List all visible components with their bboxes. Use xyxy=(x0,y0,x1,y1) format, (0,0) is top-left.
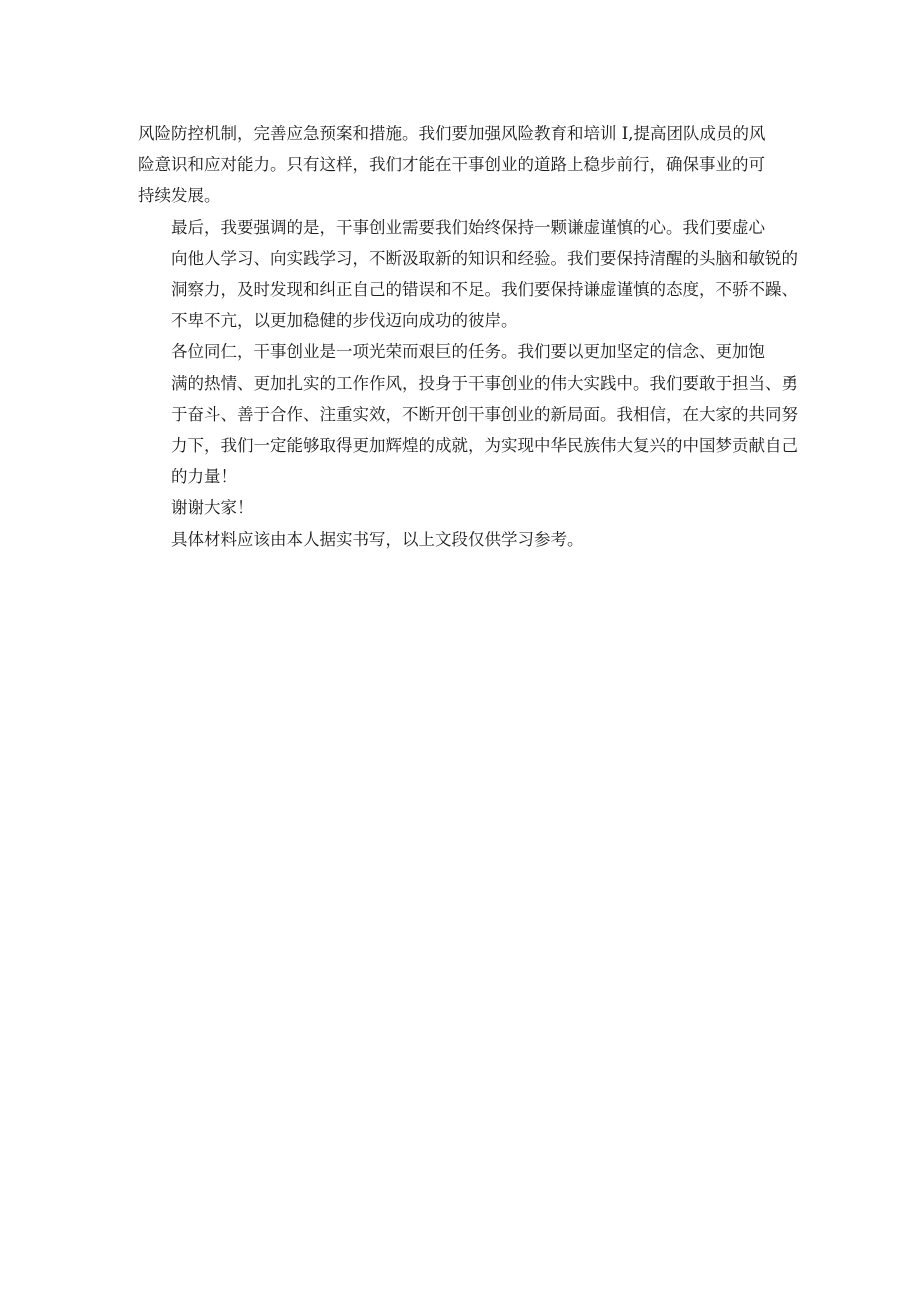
paragraph-disclaimer xyxy=(138,524,788,555)
paragraph-risk-control xyxy=(138,118,788,212)
text-line: 向他人学习、向实践学习，不断汲取新的知识和经验。我们要保持清醒的头脑和敏锐的 xyxy=(171,248,798,268)
text-line: 风险防控机制，完善应急预案和措施。我们要加强风险教育和培训 I,提高团队成员的风 xyxy=(138,124,766,143)
paragraph-thanks xyxy=(138,492,788,523)
text-line: 各位同仁，干事创业是一项光荣而艰巨的任务。我们要以更加坚定的信念、更加饱 xyxy=(171,342,765,362)
text-line: 满的热情、更加扎实的工作作风，投身于干事创业的伟大实践中。我们要敢于担当、勇 xyxy=(171,373,798,393)
text-line: 不卑不亢，以更加稳健的步伐迈向成功的彼岸。 xyxy=(171,311,518,331)
text-line: 洞察力，及时发现和纠正自己的错误和不足。我们要保持谦虚谨慎的态度，不骄不躁、 xyxy=(171,280,798,300)
paragraph-humility xyxy=(138,212,798,337)
text-line: 谢谢大家！ xyxy=(171,498,254,518)
text-line: 具体材料应该由本人据实书写，以上文段仅供学习参考。 xyxy=(171,529,584,549)
text-line: 力下，我们一定能够取得更加辉煌的成就，为实现中华民族伟大复兴的中国梦贡献自己 xyxy=(171,436,798,456)
text-line: 于奋斗、善于合作、注重实效，不断开创干事创业的新局面。我相信，在大家的共同努 xyxy=(171,404,798,424)
text-line: 最后，我要强调的是，干事创业需要我们始终保持一颗谦虚谨慎的心。我们要虚心 xyxy=(171,217,765,237)
document-page xyxy=(138,118,798,555)
paragraph-colleagues xyxy=(138,336,798,492)
text-line: 持续发展。 xyxy=(138,186,221,206)
text-line: 险意识和应对能力。只有这样，我们才能在干事创业的道路上稳步前行，确保事业的可 xyxy=(138,155,765,175)
text-line: 的力量！ xyxy=(171,467,237,487)
